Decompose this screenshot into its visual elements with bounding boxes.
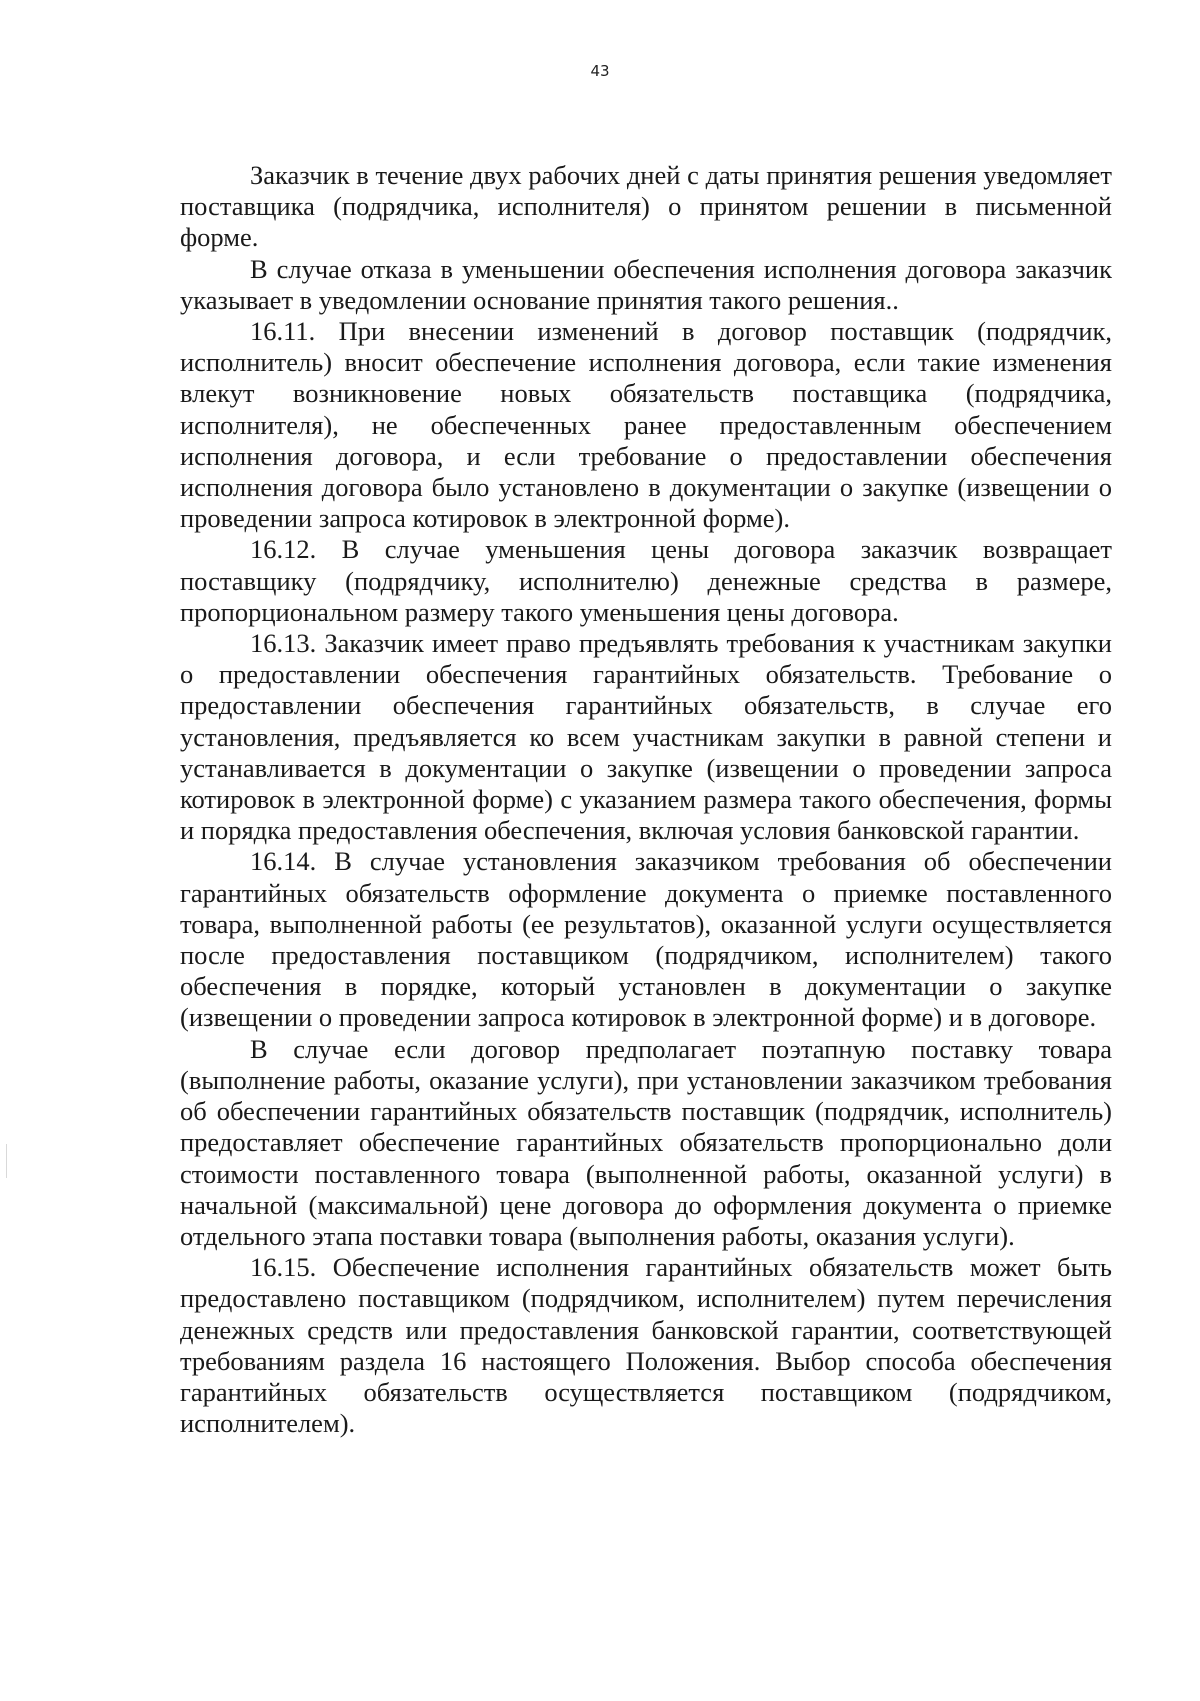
paragraph-16-15: 16.15. Обеспечение исполнения гарантийных обязательств может быть предоставлено поставщиком (подрядчиком, исполнителем) путем перечисления денежных средств или предоставления банковской гарантии, соответствующей требованиям раздела 16 настоящего Положения. Выбор способа обеспечения гарантийных обязательств осуществляется поставщиком (подрядчиком, исполнителем). bbox=[180, 1252, 1112, 1439]
paragraph-16-12: 16.12. В случае уменьшения цены договора заказчик возвращает поставщику (подрядчику, исполнителю) денежные средства в размере, пропорциональном размеру такого уменьшения цены договора. bbox=[180, 534, 1112, 627]
scan-margin-mark bbox=[6, 1144, 7, 1178]
page-number: 43 bbox=[590, 62, 610, 80]
paragraph-refusal: В случае отказа в уменьшении обеспечения исполнения договора заказчик указывает в уведомлении основание принятия такого решения.. bbox=[180, 253, 1112, 315]
paragraph-16-13: 16.13. Заказчик имеет право предъявлять требования к участникам закупки о предоставлении обеспечения гарантийных обязательств. Требование о предоставлении обеспечения гарантийных обязательств, в случае его установления, предъявляется ко всем участникам закупки в равной степени и устанавливается в документации о закупке (извещении о проведении запроса котировок в электронной форме) с указанием размера такого обеспечения, формы и порядка предоставления обеспечения, включая условия банковской гарантии. bbox=[180, 628, 1112, 846]
paragraph-16-11: 16.11. При внесении изменений в договор поставщик (подрядчик, исполнитель) вносит обеспечение исполнения договора, если такие изменения влекут возникновение новых обязательств поставщика (подрядчика, исполнителя), не обеспеченных ранее предоставленным обеспечением исполнения договора, и если требование о предоставлении обеспечения исполнения договора было установлено в документации о закупке (извещении о проведении запроса котировок в электронной форме). bbox=[180, 316, 1112, 534]
paragraph-16-14: 16.14. В случае установления заказчиком требования об обеспечении гарантийных обязательств оформление документа о приемке поставленного товара, выполненной работы (ее результатов), оказанной услуги осуществляется после предоставления поставщиком (подрядчиком, исполнителем) такого обеспечения в порядке, который установлен в документации о закупке (извещении о проведении запроса котировок в электронной форме) и в договоре. bbox=[180, 846, 1112, 1033]
paragraph-notification: Заказчик в течение двух рабочих дней с даты принятия решения уведомляет поставщика (подрядчика, исполнителя) о принятом решении в письменной форме. bbox=[180, 160, 1112, 253]
document-body bbox=[180, 160, 1112, 1439]
paragraph-staged-delivery: В случае если договор предполагает поэтапную поставку товара (выполнение работы, оказание услуги), при установлении заказчиком требования об обеспечении гарантийных обязательств поставщик (подрядчик, исполнитель) предоставляет обеспечение гарантийных обязательств пропорционально доли стоимости поставленного товара (выполненной работы, оказанной услуги) в начальной (максимальной) цене договора до оформления документа о приемке отдельного этапа поставки товара (выполнения работы, оказания услуги). bbox=[180, 1033, 1112, 1251]
